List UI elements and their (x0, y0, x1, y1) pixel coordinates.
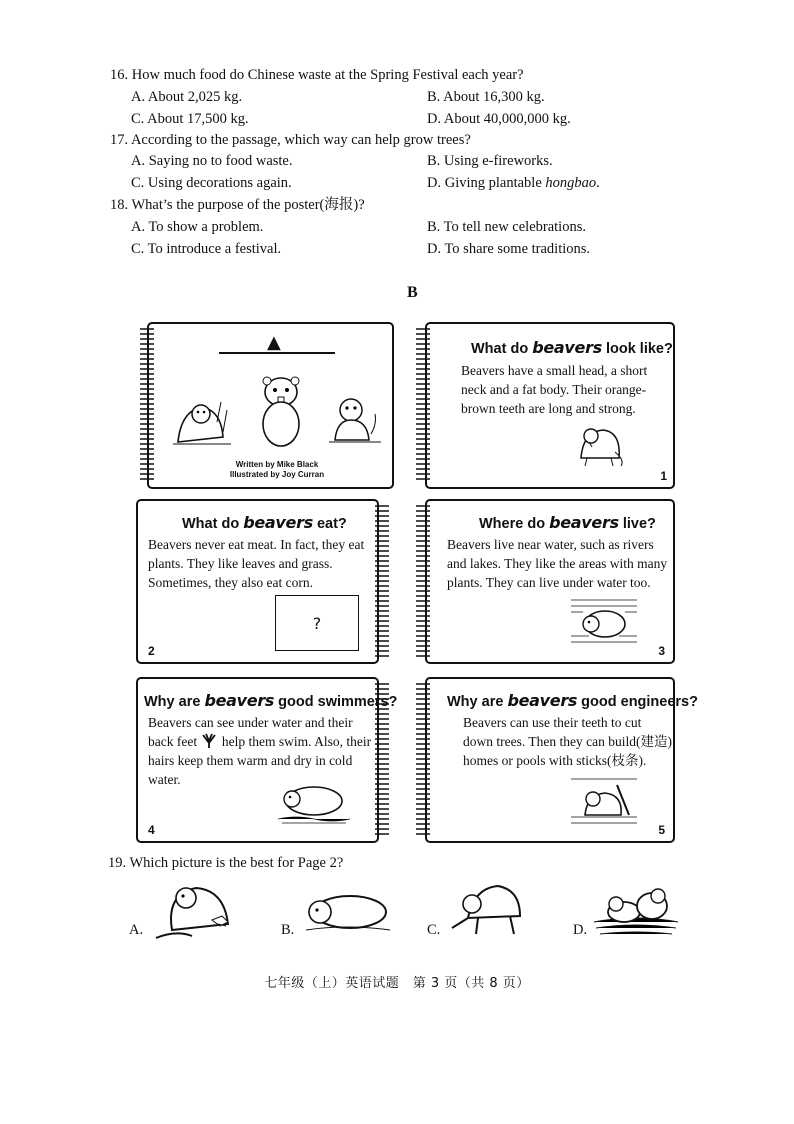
page-footer: 七年级（上）英语试题 第 3 页（共 8 页） (264, 976, 530, 991)
body-part-b: help them swim. Also, their hairs keep them warm and dry in cold water. (148, 734, 372, 787)
title-post: live? (618, 516, 656, 532)
choice-b-picture[interactable] (300, 888, 392, 934)
choice-c-label[interactable]: C. (427, 922, 441, 938)
choice-a-picture[interactable] (152, 880, 244, 942)
card-title (471, 338, 673, 357)
title-post: look like? (601, 341, 673, 357)
option-d-end: . (596, 175, 600, 191)
option-c[interactable]: C. About 17,500 kg. (131, 111, 249, 127)
title-pre: What do (182, 516, 244, 532)
webbed-foot-icon (200, 733, 218, 749)
choice-a-label[interactable]: A. (129, 922, 144, 938)
title-pre: Why are (447, 694, 508, 710)
spiral-binding (413, 325, 431, 485)
page-number: 5 (658, 823, 665, 837)
question-text: According to the passage, which way can help grow trees? (130, 132, 471, 148)
choice-b-label[interactable]: B. (281, 922, 295, 938)
title-pre: Where do (479, 516, 550, 532)
choice-c-picture[interactable] (448, 878, 528, 936)
card-body: Beavers live near water, such as rivers and lakes. They like the areas with many plants. They can live under water too. (447, 537, 668, 590)
title-beavers: beavers (549, 513, 619, 532)
card-title (447, 691, 698, 710)
choice-d-label[interactable]: D. (573, 922, 588, 938)
illustrator-credit: Illustrated by Joy Curran (229, 470, 325, 479)
cover-card (147, 322, 394, 489)
option-d[interactable]: D. To share some traditions. (427, 241, 591, 257)
page-number: 3 (658, 644, 665, 658)
info-card-page-5 (425, 677, 698, 843)
card-title (182, 513, 347, 532)
title-triangle: ▲ (267, 332, 281, 353)
card-title (479, 513, 656, 532)
option-d[interactable] (427, 174, 600, 192)
title-beavers: beavers (507, 691, 578, 710)
option-a[interactable]: A. Saying no to food waste. (131, 153, 293, 169)
option-b[interactable]: B. To tell new celebrations. (427, 219, 586, 235)
option-a[interactable]: A. To show a problem. (131, 219, 264, 235)
title-post: good swimmers? (274, 694, 398, 710)
info-card-page-2 (136, 499, 379, 664)
info-card-page-3 (425, 499, 675, 664)
beaver-illustration (327, 394, 383, 446)
spiral-binding (413, 680, 431, 840)
title-beavers: beavers (243, 513, 313, 532)
title-post: eat? (312, 516, 347, 532)
card-body (148, 713, 374, 789)
title-beavers: beavers (532, 338, 602, 357)
card-body: Beavers never eat meat. In fact, they eat plants. They like leaves and grass. Sometimes, they also eat corn. (148, 537, 365, 590)
author-credit: Written by Mike Black (235, 460, 319, 469)
spiral-binding (372, 680, 390, 840)
option-c[interactable]: C. To introduce a festival. (131, 241, 282, 257)
beaver-illustration (575, 422, 625, 468)
page-number: 2 (148, 644, 155, 658)
option-b[interactable]: B. Using e-fireworks. (427, 153, 553, 169)
question-number: 16. (110, 67, 129, 83)
info-card-page-4 (136, 677, 398, 843)
card-body: Beavers have a small head, a short neck and a fat body. Their orange-brown teeth are long and strong. (461, 363, 648, 416)
spiral-binding (372, 502, 390, 662)
title-pre: What do (471, 341, 533, 357)
beaver-illustration (256, 372, 306, 452)
beaver-illustration (569, 775, 639, 827)
title-beavers: beavers (204, 691, 275, 710)
question-16 (110, 66, 524, 84)
question-text: How much food do Chinese waste at the Spring Festival each year? (131, 67, 524, 83)
option-a[interactable]: A. About 2,025 kg. (131, 89, 243, 105)
option-b[interactable]: B. About 16,300 kg. (427, 89, 545, 105)
spiral-binding (137, 325, 155, 485)
title-post: good engineers? (577, 694, 698, 710)
option-d-text: D. Giving plantable (427, 175, 546, 191)
question-18 (110, 196, 365, 214)
choice-d-picture[interactable] (592, 882, 680, 938)
option-d[interactable]: D. About 40,000,000 kg. (427, 111, 571, 127)
question-text: What’s the purpose of the poster(海报)? (131, 197, 365, 213)
beaver-illustration (569, 596, 639, 646)
question-number: 18. (110, 197, 129, 213)
card-body: Beavers can use their teeth to cut down trees. Then they can build(建造) homes or pools with sticks(枝条). (463, 715, 672, 768)
option-c[interactable]: C. Using decorations again. (131, 175, 292, 191)
question-number: 19. (108, 855, 127, 871)
section-label: B (407, 284, 418, 301)
spiral-binding (413, 502, 431, 662)
page-number: 1 (660, 469, 667, 483)
question-number: 17. (110, 132, 129, 148)
title-pre: Why are (144, 694, 205, 710)
picture-placeholder: ? (275, 595, 359, 651)
body-part-a: Beavers can see under water and their back feet (148, 715, 353, 749)
beaver-illustration (276, 779, 352, 825)
beaver-illustration (173, 392, 231, 448)
card-title (144, 691, 397, 710)
info-card-page-1 (425, 322, 675, 489)
page-number: 4 (148, 823, 155, 837)
question-text: Which picture is the best for Page 2? (129, 855, 344, 871)
question-19 (108, 854, 343, 872)
option-d-italic: hongbao (545, 175, 597, 191)
question-17 (110, 131, 471, 149)
